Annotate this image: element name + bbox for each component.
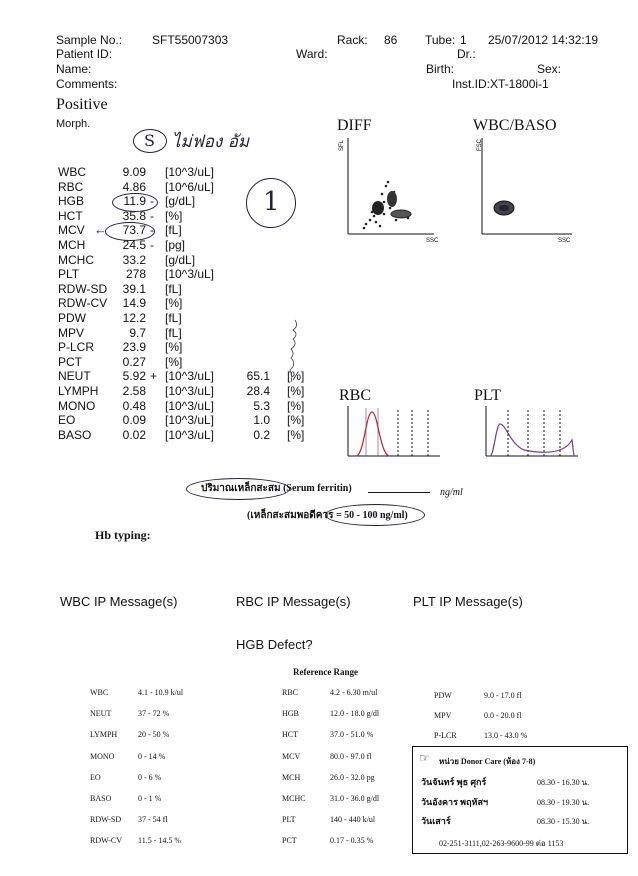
result-value: 23.9 — [122, 340, 146, 355]
ref-name: PLT — [282, 815, 296, 825]
result-row-mchc — [0, 253, 330, 268]
ref-name: LYMPH — [90, 730, 118, 740]
ref-name: HCT — [282, 730, 298, 740]
result-flag: - — [150, 223, 154, 238]
result-name: RDW-CV — [58, 296, 108, 311]
result-name: MCV — [58, 223, 85, 238]
result-value: 0.09 — [122, 413, 146, 428]
result-name: LYMPH — [58, 384, 99, 398]
result-unit: [pg] — [165, 238, 186, 252]
ref-name: P-LCR — [434, 731, 457, 740]
result-name: HCT — [58, 208, 83, 223]
morph-label: Morph. — [56, 118, 91, 130]
result-value: 35.8 — [122, 208, 146, 223]
ref-name: PCT — [282, 836, 297, 846]
rbc-ip-message: RBC IP Message(s) — [236, 594, 351, 609]
positive-status: Positive — [56, 96, 108, 113]
result-flag: - — [150, 194, 154, 209]
diff-event-dot — [363, 227, 366, 230]
ward-label: Ward: — [296, 47, 328, 61]
donor-phone: 02-251-3111,02-263-9600-99 ต่อ 1153 — [439, 839, 564, 848]
diff-event-dot — [385, 185, 388, 188]
result-value: 12.2 — [122, 311, 146, 325]
wbc-baso-title: WBC/BASO — [473, 117, 557, 134]
result-flag: - — [150, 238, 154, 252]
ref-range: 11.5 - 14.5 % — [138, 836, 182, 846]
tube-value: 1 — [460, 33, 467, 47]
diff-scattergram — [336, 136, 439, 246]
result-unit: [10^3/uL] — [165, 398, 215, 413]
ref-range: 140 - 440 k/ul — [330, 815, 376, 825]
diff-event-dot — [375, 221, 378, 224]
rbc-curve — [356, 412, 390, 456]
result-value: 24.5 — [122, 238, 146, 252]
diff-event-dot — [395, 219, 398, 222]
diff-event-dot — [381, 193, 384, 196]
diff-event-dot — [383, 201, 386, 204]
hb-typing-label: Hb typing: — [95, 528, 151, 542]
ref-range: 0.17 - 0.35 % — [330, 836, 374, 846]
result-name: MCHC — [58, 252, 94, 267]
result-percent-unit: [%] — [287, 413, 305, 428]
result-unit: [fL] — [165, 325, 182, 340]
ref-name: MCHC — [282, 794, 306, 803]
plt-ip-message: PLT IP Message(s) — [413, 594, 523, 609]
result-row-mch — [0, 238, 330, 253]
ref-name: MCV — [282, 751, 301, 761]
handwritten-circle-1: 1 — [246, 178, 296, 228]
neut-cluster — [391, 210, 411, 218]
result-name: EO — [58, 413, 76, 428]
ferritin-blank-line — [368, 492, 430, 493]
donor-day-3: วันเสาร์ — [421, 816, 451, 826]
ferritin-range: (เหล็กสะสมพอดีควร = 50 - 100 ng/ml) — [247, 510, 408, 521]
result-row-hct — [0, 209, 330, 224]
result-unit: [10^3/uL] — [165, 165, 215, 179]
ref-name: RDW-CV — [90, 836, 122, 846]
result-percent: 1.0 — [253, 413, 270, 428]
results-table — [0, 165, 330, 450]
result-value: 4.86 — [122, 179, 146, 194]
lymph-cluster — [372, 201, 384, 215]
reference-range-title: Reference Range — [293, 667, 359, 677]
handwritten-circle-s: S — [133, 129, 167, 153]
ref-name: EO — [90, 772, 101, 782]
diff-title: DIFF — [337, 117, 372, 134]
diff-event-dot — [383, 213, 386, 216]
instrument-id: Inst.ID:XT-1800i-1 — [452, 77, 549, 91]
ref-name: RDW-SD — [90, 815, 122, 825]
result-value: 0.27 — [122, 354, 146, 369]
wbc-cluster-core — [499, 205, 509, 211]
sex-label: Sex: — [537, 62, 562, 76]
ref-name: BASO — [90, 794, 112, 803]
ref-name: MONO — [90, 751, 115, 761]
result-value: 2.58 — [122, 384, 146, 398]
ferritin-label: ปริมาณเหล็กสะสม (Serum ferritin) — [201, 483, 352, 494]
result-row-rbc — [0, 180, 330, 195]
result-value: 14.9 — [122, 296, 146, 311]
result-unit: [10^6/uL] — [165, 179, 215, 194]
ref-range: 37 - 54 fl — [138, 815, 168, 825]
ref-name: MCH — [282, 772, 301, 782]
result-unit: [10^3/uL] — [165, 267, 215, 282]
result-value: 278 — [125, 267, 146, 282]
ref-range: 13.0 - 43.0 % — [484, 731, 528, 740]
result-percent-unit: [%] — [287, 384, 305, 398]
result-row-rdw-sd — [0, 282, 330, 297]
diff-event-dot — [379, 225, 382, 228]
result-row-mono — [0, 399, 330, 414]
handwritten-note: ไม่ฟอง อัม — [172, 132, 250, 152]
result-value: 5.92 — [122, 369, 146, 384]
hgb-defect-message: HGB Defect? — [236, 637, 313, 652]
diff-y-label: SFL — [339, 139, 345, 151]
ref-range: 0.0 - 20.0 fl — [484, 711, 522, 720]
result-name: PCT — [58, 354, 82, 369]
sample-number: SFT55007303 — [152, 33, 229, 47]
result-value: 39.1 — [122, 281, 146, 296]
plt-histogram — [484, 404, 580, 460]
result-row-rdw-cv — [0, 296, 330, 311]
result-unit: [fL] — [165, 223, 182, 238]
ref-name: NEUT — [90, 709, 112, 719]
result-percent-unit: [%] — [287, 398, 305, 413]
mono-cluster — [387, 191, 397, 207]
pointing-hand-icon: ☞ — [419, 751, 430, 765]
result-name: NEUT — [58, 369, 91, 384]
result-row-hgb — [0, 194, 330, 209]
ref-name: MPV — [434, 711, 452, 720]
result-flag: + — [150, 369, 158, 384]
rbc-histogram — [346, 404, 442, 460]
donor-time-3: 08.30 - 15.30 น. — [537, 817, 590, 826]
diff-event-dot — [369, 219, 372, 222]
ref-range: 4.2 - 6.30 m/ul — [330, 688, 378, 697]
result-unit: [10^3/uL] — [165, 384, 215, 398]
ref-range: 4.1 - 10.9 k/ul — [138, 688, 184, 697]
plt-histogram-title: PLT — [474, 387, 501, 404]
ref-range: 20 - 50 % — [138, 730, 170, 740]
result-unit: [%] — [165, 296, 183, 311]
result-unit: [%] — [165, 340, 183, 355]
name-label: Name: — [56, 62, 92, 76]
donor-care-box — [412, 746, 628, 854]
result-flag: - — [150, 208, 154, 223]
diff-x-label: SSC — [426, 238, 439, 244]
result-value: 9.09 — [122, 165, 146, 179]
result-name: MONO — [58, 398, 96, 413]
mcv-circle-mark — [105, 222, 155, 241]
wbc-x-label: SSC — [558, 238, 571, 244]
birth-label: Birth: — [426, 62, 455, 76]
patient-id-label: Patient ID: — [56, 47, 113, 61]
result-unit: [10^3/uL] — [165, 427, 215, 442]
ref-range: 37.0 - 51.0 % — [330, 730, 374, 740]
ref-range: 26.0 - 32.0 pg — [330, 772, 375, 782]
result-unit: [g/dL] — [165, 194, 196, 209]
result-percent: 5.3 — [253, 398, 270, 413]
result-value: 11.9 — [123, 194, 146, 209]
ref-range: 80.0 - 97.0 fl — [330, 751, 372, 761]
result-row-mcv — [0, 223, 330, 238]
result-unit: [g/dL] — [165, 252, 196, 267]
plt-curve — [490, 424, 574, 456]
result-name: RDW-SD — [58, 281, 108, 296]
result-name: BASO — [58, 427, 92, 442]
comments-label: Comments: — [56, 77, 118, 91]
result-value: 33.2 — [122, 252, 146, 267]
result-name: HGB — [58, 194, 85, 209]
result-name: PDW — [58, 311, 86, 325]
rbc-histogram-title: RBC — [339, 387, 372, 404]
ferritin-unit: ng/ml — [440, 487, 463, 498]
tube-label: Tube: — [425, 33, 456, 47]
rack-label: Rack: — [337, 33, 368, 47]
donor-care-title: หน่วย Donor Care (ห้อง 7-8) — [439, 757, 536, 766]
result-row-wbc — [0, 165, 330, 180]
wbc-ip-message: WBC IP Message(s) — [60, 594, 178, 609]
result-unit: [%] — [165, 208, 183, 223]
ref-range: 0 - 6 % — [138, 772, 162, 782]
result-unit: [10^3/uL] — [165, 413, 215, 428]
result-percent-unit: [%] — [287, 369, 305, 384]
ref-range: 0 - 1 % — [138, 794, 162, 803]
ref-name: PDW — [434, 691, 452, 700]
result-name: PLT — [58, 267, 80, 282]
result-percent: 0.2 — [253, 427, 270, 442]
ref-range: 9.0 - 17.0 fl — [484, 691, 522, 700]
report-datetime: 25/07/2012 14:32:19 — [488, 33, 599, 47]
result-value: 0.02 — [122, 427, 146, 442]
wbc-y-label: FSC — [477, 139, 483, 151]
ref-name: WBC — [90, 688, 109, 697]
ref-range: 0 - 14 % — [138, 751, 166, 761]
result-unit: [10^3/uL] — [165, 369, 215, 384]
mcv-arrow-mark: ← — [94, 222, 107, 237]
sample-label: Sample No.: — [56, 33, 123, 47]
donor-day-1: วันจันทร์ พุธ ศุกร์ — [421, 777, 487, 787]
rack-value: 86 — [384, 33, 398, 47]
result-value: 73.7 — [122, 223, 146, 238]
diff-event-dot — [373, 215, 376, 218]
doctor-label: Dr.: — [457, 47, 476, 61]
donor-day-2: วันอังคาร พฤหัสฯ — [421, 797, 489, 807]
result-percent: 65.1 — [246, 369, 270, 384]
result-row-eo — [0, 413, 330, 428]
donor-time-1: 08.30 - 16.30 น. — [537, 778, 590, 787]
result-value: 9.7 — [129, 325, 146, 340]
result-name: P-LCR — [58, 340, 95, 355]
result-unit: [fL] — [165, 311, 182, 325]
ref-name: HGB — [282, 709, 299, 719]
diff-event-dot — [387, 181, 390, 184]
result-percent-unit: [%] — [287, 427, 305, 442]
result-name: RBC — [58, 179, 84, 194]
wbc-baso-scattergram — [476, 136, 576, 246]
ref-range: 37 - 72 % — [138, 709, 170, 719]
result-name: WBC — [58, 165, 86, 179]
result-unit: [fL] — [165, 281, 182, 296]
ref-range: 31.0 - 36.0 g/dl — [330, 794, 380, 803]
result-unit: [%] — [165, 354, 183, 369]
ref-range: 12.0 - 18.0 g/dl — [330, 709, 380, 719]
diff-event-dot — [365, 223, 368, 226]
hgb-circle-mark — [112, 193, 158, 212]
result-row-plt — [0, 267, 330, 282]
result-name: MCH — [58, 238, 86, 252]
result-percent: 28.4 — [246, 384, 270, 398]
ref-name: RBC — [282, 688, 299, 697]
result-row-baso — [0, 428, 330, 443]
handwritten-scribble — [280, 318, 310, 388]
result-name: MPV — [58, 325, 85, 340]
diff-event-dot — [389, 207, 392, 210]
result-value: 0.48 — [122, 398, 146, 413]
donor-time-2: 08.30 - 19.30 น. — [537, 798, 590, 807]
